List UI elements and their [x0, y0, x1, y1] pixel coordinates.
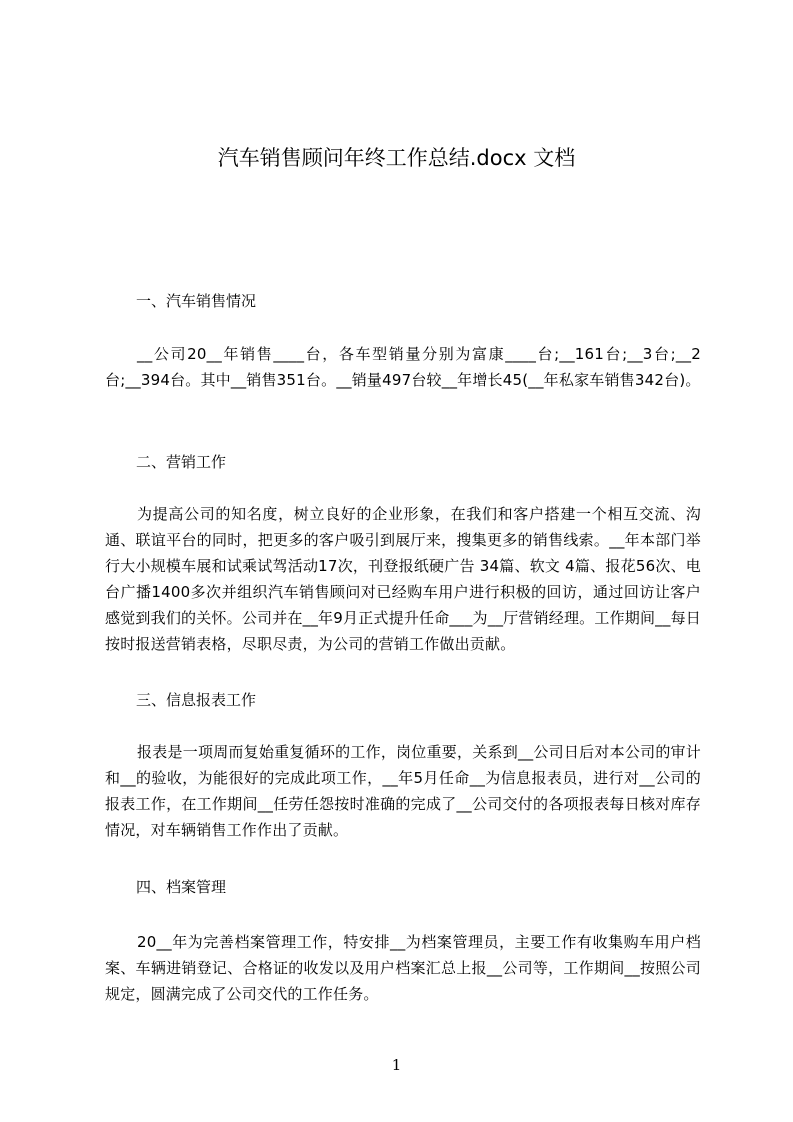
section-paragraph-marketing: 为提高公司的知名度，树立良好的企业形象，在我们和客户搭建一个相互交流、沟通、联谊平台的同时，把更多的客户吸引到展厅来，搜集更多的销售线索。__年本部门举行大小规模车展和试乘试驾活动17次，刊登报纸硬广告 34篇、软文 4篇、报花56次、电台广播1400多次并组织汽车销售顾问对已经购车用户进行积极的回访，通过回访让客户感觉到我们的关怀。公司并在__年9月正式提升任命___为__厅营销经理。工作期间__每日按时报送营销表格，尽职尽责，为公司的营销工作做出贡献。 [105, 505, 701, 653]
section-paragraph-archives: 20__年为完善档案管理工作，特安排__为档案管理员，主要工作有收集购车用户档案、车辆进销登记、合格证的收发以及用户档案汇总上报__公司等，工作期间__按照公司规定，圆满完成了公司交代的工作任务。 [105, 933, 701, 1003]
document-title: 汽车销售顾问年终工作总结.docx 文档 [217, 146, 576, 170]
section-heading-archives: 四、档案管理 [136, 878, 227, 896]
section-heading-sales: 一、汽车销售情况 [136, 292, 257, 310]
section-heading-marketing: 二、营销工作 [136, 453, 227, 471]
page-number: 1 [391, 1056, 402, 1074]
section-heading-reports: 三、信息报表工作 [136, 691, 257, 709]
section-paragraph-sales: __公司20__年销售____台，各车型销量分别为富康____台;__161台;__3台;__2台;__394台。其中__销售351台。__销量497台较__年增长45(__年私家车销售342台)。 [105, 345, 701, 389]
section-paragraph-reports: 报表是一项周而复始重复循环的工作，岗位重要，关系到__公司日后对本公司的审计和__的验收，为能很好的完成此项工作，__年5月任命__为信息报表员，进行对__公司的报表工作，在工作期间__任劳任怨按时准确的完成了__公司交付的各项报表每日核对库存情况，对车辆销售工作作出了贡献。 [105, 743, 701, 839]
